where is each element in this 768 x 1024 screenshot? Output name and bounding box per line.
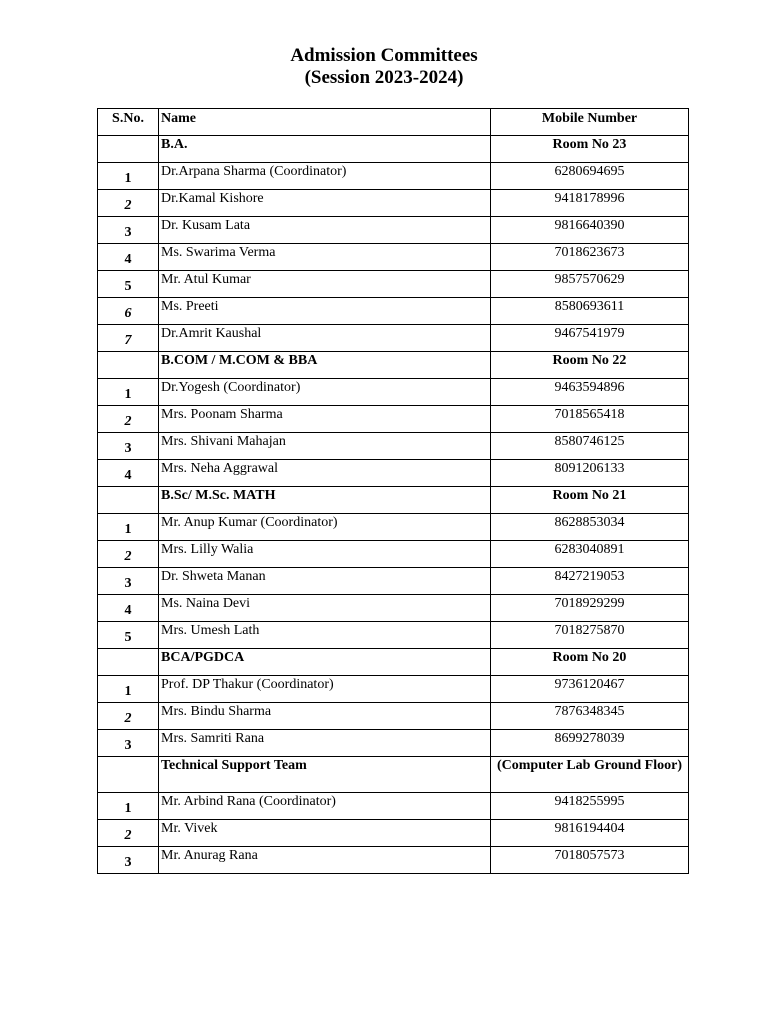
page-subtitle: (Session 2023-2024) bbox=[304, 67, 464, 88]
header-name: Name bbox=[159, 109, 491, 136]
section-room: Room No 21 bbox=[491, 487, 689, 514]
member-sno: 4 bbox=[98, 460, 159, 487]
table-header-row bbox=[98, 109, 689, 136]
member-row bbox=[98, 820, 689, 847]
member-mobile: 9418178996 bbox=[491, 190, 689, 217]
member-row bbox=[98, 217, 689, 244]
section-name: B.Sc/ M.Sc. MATH bbox=[159, 487, 491, 514]
member-mobile: 9816194404 bbox=[491, 820, 689, 847]
committee-table bbox=[97, 108, 689, 874]
member-row bbox=[98, 460, 689, 487]
member-name: Mrs. Samriti Rana bbox=[159, 730, 491, 757]
member-sno: 4 bbox=[98, 244, 159, 271]
member-sno: 5 bbox=[98, 271, 159, 298]
member-name: Dr.Arpana Sharma (Coordinator) bbox=[159, 163, 491, 190]
member-name: Ms. Swarima Verma bbox=[159, 244, 491, 271]
member-mobile: 8427219053 bbox=[491, 568, 689, 595]
member-mobile: 9857570629 bbox=[491, 271, 689, 298]
member-sno: 2 bbox=[98, 820, 159, 847]
member-row bbox=[98, 379, 689, 406]
member-row bbox=[98, 190, 689, 217]
member-name: Mr. Anup Kumar (Coordinator) bbox=[159, 514, 491, 541]
member-row bbox=[98, 406, 689, 433]
member-row bbox=[98, 595, 689, 622]
member-name: Ms. Preeti bbox=[159, 298, 491, 325]
member-name: Dr. Kusam Lata bbox=[159, 217, 491, 244]
member-row bbox=[98, 793, 689, 820]
member-row bbox=[98, 325, 689, 352]
member-sno: 6 bbox=[98, 298, 159, 325]
section-name: B.A. bbox=[159, 136, 491, 163]
section-row bbox=[98, 649, 689, 676]
member-row bbox=[98, 676, 689, 703]
member-name: Mrs. Umesh Lath bbox=[159, 622, 491, 649]
member-name: Mrs. Bindu Sharma bbox=[159, 703, 491, 730]
member-mobile: 6283040891 bbox=[491, 541, 689, 568]
section-name: Technical Support Team bbox=[159, 757, 491, 793]
member-row bbox=[98, 568, 689, 595]
member-sno: 3 bbox=[98, 217, 159, 244]
section-sno-cell bbox=[98, 757, 159, 793]
member-mobile: 9816640390 bbox=[491, 217, 689, 244]
member-sno: 1 bbox=[98, 514, 159, 541]
member-sno: 5 bbox=[98, 622, 159, 649]
member-row bbox=[98, 514, 689, 541]
member-sno: 1 bbox=[98, 163, 159, 190]
member-mobile: 6280694695 bbox=[491, 163, 689, 190]
member-mobile: 8628853034 bbox=[491, 514, 689, 541]
member-sno: 3 bbox=[98, 433, 159, 460]
member-mobile: 7018929299 bbox=[491, 595, 689, 622]
member-name: Mrs. Lilly Walia bbox=[159, 541, 491, 568]
member-sno: 2 bbox=[98, 190, 159, 217]
member-sno: 4 bbox=[98, 595, 159, 622]
member-mobile: 9418255995 bbox=[491, 793, 689, 820]
member-sno: 3 bbox=[98, 568, 159, 595]
member-sno: 2 bbox=[98, 406, 159, 433]
member-name: Mrs. Poonam Sharma bbox=[159, 406, 491, 433]
section-sno-cell bbox=[98, 649, 159, 676]
member-row bbox=[98, 433, 689, 460]
section-sno-cell bbox=[98, 487, 159, 514]
section-row bbox=[98, 352, 689, 379]
member-name: Dr. Shweta Manan bbox=[159, 568, 491, 595]
section-sno-cell bbox=[98, 136, 159, 163]
member-row bbox=[98, 541, 689, 568]
member-mobile: 8699278039 bbox=[491, 730, 689, 757]
section-name: B.COM / M.COM & BBA bbox=[159, 352, 491, 379]
member-name: Mrs. Neha Aggrawal bbox=[159, 460, 491, 487]
member-name: Dr.Amrit Kaushal bbox=[159, 325, 491, 352]
member-mobile: 7876348345 bbox=[491, 703, 689, 730]
member-name: Dr.Yogesh (Coordinator) bbox=[159, 379, 491, 406]
section-row bbox=[98, 487, 689, 514]
member-mobile: 7018623673 bbox=[491, 244, 689, 271]
member-mobile: 8580746125 bbox=[491, 433, 689, 460]
section-row bbox=[98, 136, 689, 163]
section-name: BCA/PGDCA bbox=[159, 649, 491, 676]
member-name: Mrs. Shivani Mahajan bbox=[159, 433, 491, 460]
member-sno: 2 bbox=[98, 541, 159, 568]
member-mobile: 8580693611 bbox=[491, 298, 689, 325]
section-sno-cell bbox=[98, 352, 159, 379]
member-row bbox=[98, 622, 689, 649]
member-sno: 7 bbox=[98, 325, 159, 352]
section-room: Room No 23 bbox=[491, 136, 689, 163]
member-mobile: 8091206133 bbox=[491, 460, 689, 487]
member-name: Mr. Atul Kumar bbox=[159, 271, 491, 298]
member-mobile: 7018565418 bbox=[491, 406, 689, 433]
member-row bbox=[98, 703, 689, 730]
member-name: Mr. Arbind Rana (Coordinator) bbox=[159, 793, 491, 820]
member-name: Prof. DP Thakur (Coordinator) bbox=[159, 676, 491, 703]
member-mobile: 7018275870 bbox=[491, 622, 689, 649]
member-sno: 1 bbox=[98, 676, 159, 703]
member-mobile: 9467541979 bbox=[491, 325, 689, 352]
member-row bbox=[98, 271, 689, 298]
member-sno: 1 bbox=[98, 379, 159, 406]
member-sno: 3 bbox=[98, 847, 159, 874]
member-name: Dr.Kamal Kishore bbox=[159, 190, 491, 217]
member-mobile: 9736120467 bbox=[491, 676, 689, 703]
member-row bbox=[98, 847, 689, 874]
member-name: Ms. Naina Devi bbox=[159, 595, 491, 622]
member-row bbox=[98, 298, 689, 325]
member-name: Mr. Vivek bbox=[159, 820, 491, 847]
section-room: Room No 20 bbox=[491, 649, 689, 676]
section-row bbox=[98, 757, 689, 793]
section-room: (Computer Lab Ground Floor) bbox=[491, 757, 689, 793]
member-row bbox=[98, 244, 689, 271]
member-sno: 3 bbox=[98, 730, 159, 757]
header-sno: S.No. bbox=[98, 109, 159, 136]
member-name: Mr. Anurag Rana bbox=[159, 847, 491, 874]
member-row bbox=[98, 163, 689, 190]
page-title: Admission Committees bbox=[290, 45, 478, 66]
header-mobile: Mobile Number bbox=[491, 109, 689, 136]
member-sno: 2 bbox=[98, 703, 159, 730]
member-mobile: 7018057573 bbox=[491, 847, 689, 874]
member-row bbox=[98, 730, 689, 757]
member-mobile: 9463594896 bbox=[491, 379, 689, 406]
section-room: Room No 22 bbox=[491, 352, 689, 379]
member-sno: 1 bbox=[98, 793, 159, 820]
